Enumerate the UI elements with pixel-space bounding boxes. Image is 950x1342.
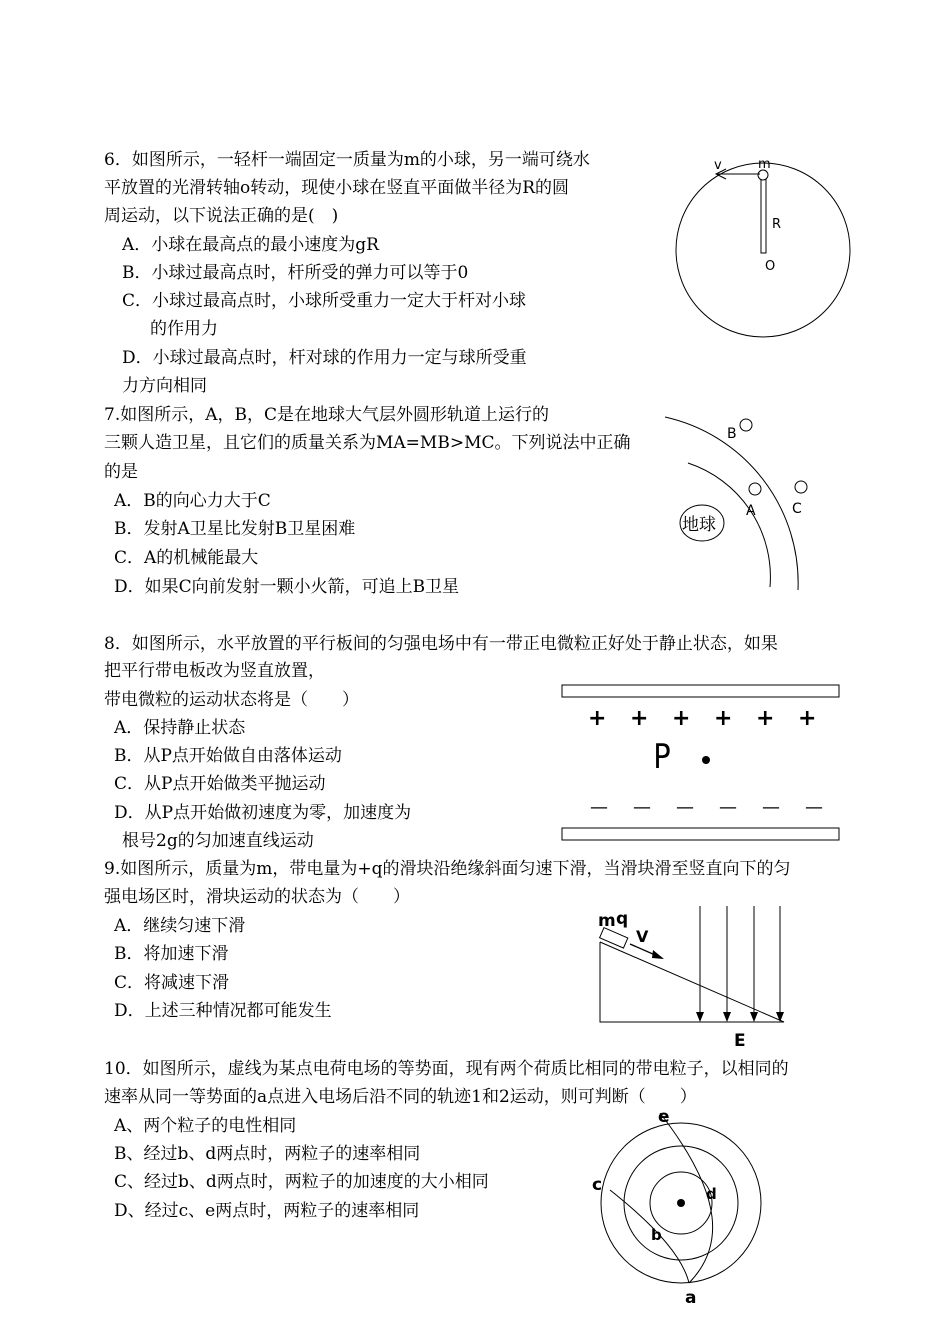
q6-stem-line-1: 6．如图所示，一轻杆一端固定一质量为m的小球，另一端可绕水: [104, 150, 590, 170]
q7-option-d: D．如果C向前发射一颗小火箭，可追上B卫星: [114, 577, 460, 597]
q6-option-d: D．小球过最高点时，杆对球的作用力一定与球所受重: [122, 348, 527, 368]
q8-stem-line-3: 带电微粒的运动状态将是（ ）: [104, 690, 359, 710]
q9-stem-line-2: 强电场区时，滑块运动的状态为（ ）: [104, 887, 410, 907]
q6-label-R: R: [772, 217, 782, 232]
q9-field-arrowheads: [696, 1012, 784, 1022]
q7-label-c: C: [792, 501, 802, 517]
q7-label-earth: 地球: [682, 515, 716, 535]
q10-label-d: d: [706, 1185, 717, 1203]
q9-stem-line-1: 9.如图所示，质量为m，带电量为+q的滑块沿绝缘斜面匀速下滑，当滑块滑至竖直向下的匀: [104, 859, 791, 879]
q6-option-d-cont: 力方向相同: [122, 376, 207, 396]
q8-plus-6: +: [798, 706, 817, 731]
q6-stem-line-3: 周运动，以下说法正确的是( ): [104, 206, 339, 226]
q10-trajectory-2: [660, 1113, 713, 1283]
q7-option-b: B．发射A卫星比发射B卫星困难: [114, 519, 356, 539]
q8-option-c: C．从P点开始做类平抛运动: [114, 774, 326, 794]
q9-field-lines: [700, 906, 780, 1018]
q6-option-c-cont: 的作用力: [150, 319, 218, 339]
q9-figure-incline-field: [596, 902, 796, 1052]
q8-option-b: B．从P点开始做自由落体运动: [114, 746, 342, 766]
q7-stem-line-3: 的是: [104, 462, 138, 482]
q8-minus-1: —: [590, 797, 608, 818]
q6-stem-line-2: 平放置的光滑转轴o转动，现使小球在竖直平面做半径为R的圆: [104, 178, 570, 198]
q8-bottom-plate: [562, 828, 839, 840]
q10-figure-equipotentials: [588, 1108, 778, 1308]
q8-plus-2: +: [630, 706, 649, 731]
q6-label-O: O: [765, 259, 776, 274]
q6-option-a: A．小球在最高点的最小速度为gR: [122, 235, 379, 255]
q7-figure-satellites: [660, 405, 850, 605]
q10-option-d: D、经过c、e两点时，两粒子的速率相同: [114, 1201, 420, 1221]
q8-minus-signs: [590, 797, 823, 818]
q7-outer-orbit: [665, 417, 798, 590]
q6-rod: [761, 178, 766, 253]
q9-label-m: m: [598, 911, 616, 931]
q8-minus-3: —: [676, 797, 694, 818]
q6-label-v: v: [714, 158, 722, 173]
q8-plus-5: +: [756, 706, 775, 731]
q8-particle: [702, 756, 710, 764]
q8-option-a: A．保持静止状态: [114, 718, 246, 738]
q8-minus-4: —: [719, 797, 737, 818]
q7-stem-line-2: 三颗人造卫星，且它们的质量关系为MA=MB>MC。下列说法中正确: [104, 433, 631, 453]
q9-option-b: B．将加速下滑: [114, 944, 229, 964]
q6-label-m: m: [758, 157, 771, 172]
q9-option-d: D．上述三种情况都可能发生: [114, 1001, 332, 1021]
q10-stem-line-1: 10．如图所示，虚线为某点电荷电场的等势面，现有两个荷质比相同的带电粒子，以相同的: [104, 1059, 789, 1079]
q9-label-e: E: [734, 1031, 746, 1051]
q8-top-plate: [562, 685, 839, 697]
q6-figure-circular-motion: [668, 150, 868, 370]
q10-label-b: b: [651, 1226, 662, 1244]
q10-point-charge: [677, 1199, 685, 1207]
q7-option-c: C．A的机械能最大: [114, 548, 259, 568]
q10-option-b: B、经过b、d两点时，两粒子的速率相同: [114, 1144, 421, 1164]
q8-minus-6: —: [805, 797, 823, 818]
q10-label-c: c: [592, 1175, 603, 1195]
q9-incline: [600, 942, 784, 1022]
q8-minus-2: —: [633, 797, 651, 818]
q8-label-p: P: [653, 737, 671, 777]
q7-stem-line-1: 7.如图所示，A，B，C是在地球大气层外圆形轨道上运行的: [104, 405, 549, 425]
q7-satellite-a: [749, 483, 761, 495]
q7-label-b: B: [727, 426, 737, 442]
q7-satellite-c: [795, 481, 807, 493]
q8-figure-parallel-plates: [558, 680, 848, 850]
q7-satellite-b: [740, 419, 752, 431]
q10-label-a: a: [685, 1288, 697, 1308]
q9-option-a: A．继续匀速下滑: [114, 916, 246, 936]
q9-option-c: C．将减速下滑: [114, 973, 230, 993]
q7-option-a: A．B的向心力大于C: [114, 491, 271, 511]
q7-label-a: A: [746, 503, 756, 519]
q10-option-c: C、经过b、d两点时，两粒子的加速度的大小相同: [114, 1172, 489, 1192]
q10-stem-line-2: 速率从同一等势面的a点进入电场后沿不同的轨迹1和2运动，则可判断（ ）: [104, 1087, 697, 1107]
q10-label-e: e: [658, 1107, 670, 1127]
q10-option-a: A、两个粒子的电性相同: [114, 1116, 297, 1136]
q8-plus-4: +: [714, 706, 733, 731]
q6-orbit-circle: [676, 163, 850, 337]
q8-stem-line-1: 8．如图所示，水平放置的平行板间的匀强电场中有一带正电微粒正好处于静止状态，如果: [104, 634, 778, 654]
q9-label-q: q: [616, 909, 629, 929]
q8-plus-signs: [588, 706, 816, 731]
q8-plus-3: +: [672, 706, 691, 731]
q6-option-b: B．小球过最高点时，杆所受的弹力可以等于0: [122, 263, 469, 283]
q8-stem-line-2: 把平行带电板改为竖直放置，: [104, 661, 325, 681]
q9-velocity-arrowhead: [652, 950, 664, 959]
q6-option-c: C．小球过最高点时，小球所受重力一定大于杆对小球: [122, 291, 527, 311]
q9-label-v: V: [636, 927, 649, 946]
q8-option-d: D．从P点开始做初速度为零，加速度为: [114, 803, 412, 823]
q8-option-d-cont: 根号2g的匀加速直线运动: [122, 831, 314, 851]
q8-minus-5: —: [762, 797, 780, 818]
q8-plus-1: +: [588, 706, 607, 731]
